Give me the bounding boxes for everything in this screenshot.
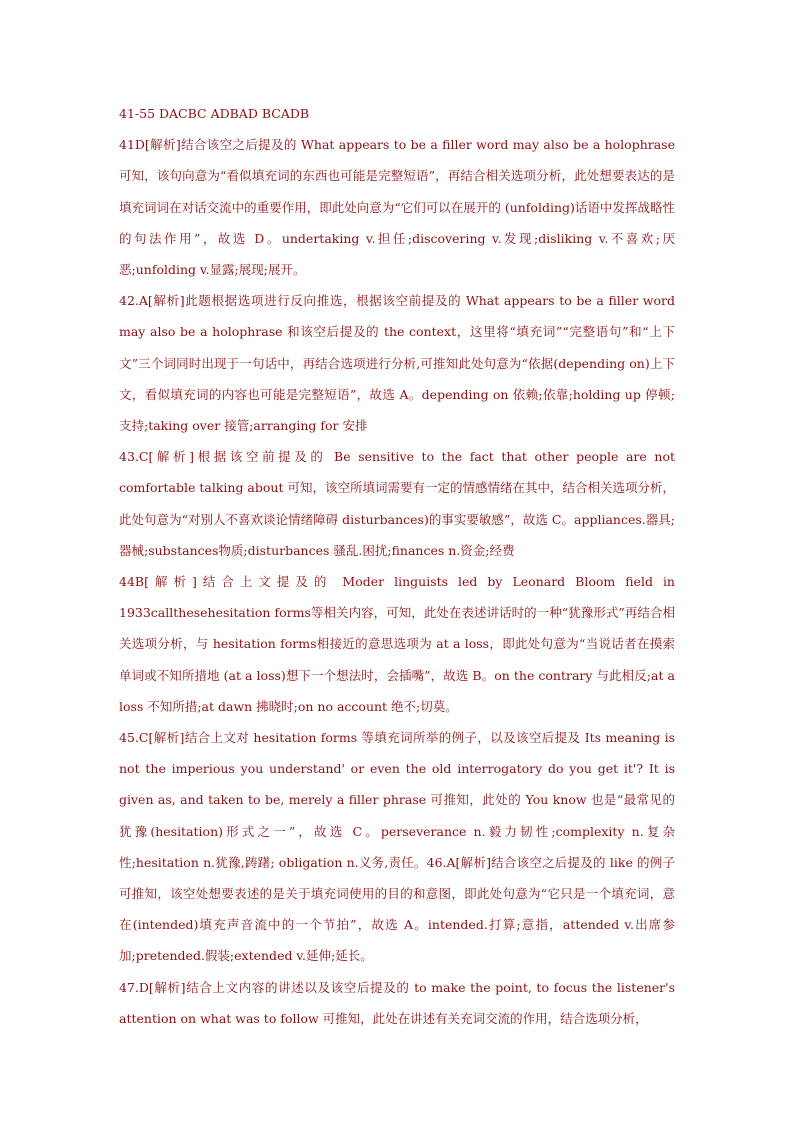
explanation-44: 44B[解析]结合上文提及的 Moder linguists led by Leonard Bloom field in 1933callthesehesitation forms等相关内容，可知，此处在表述讲话时的一种“犹豫形式”再结合相关选项分析，与 hesitation forms相接近的意思选项为 at a loss，即此处句意为“当说话者在摸索单词或不知所措地 (at a loss)想下一个想法时，会插嘴”，故选 B。on the contrary 与此相反;at a loss 不知所措;at dawn 拂晓时;on no account 绝不;切莫。 [119, 574, 675, 714]
explanation-41: 41D[解析]结合该空之后提及的 What appears to be a filler word may also be a holophrase 可知，该句向意为“看似填充词的东西也可能是完整短语”，再结合相关选项分析，此处想要表达的是填充词词在对话交流中的重要作用，即此处向意为“它们可以在展开的 (unfolding)话语中发挥战略性的句法作用”，故选 D。undertaking v.担任;discovering v.发现;disliking v.不喜欢;厌恶;unfolding v.显露;展现;展开。 [119, 137, 675, 278]
explanation-45-46: 45.C[解析]结合上文对 hesitation forms 等填充词所举的例子，以及该空后提及 Its meaning is not the imperious you understand' or even the old interrogatory do you get it'? It is given as, and taken to be, merely a filler phrase 可推知，此处的 You know 也是“最常见的犹豫(hesitation)形式之一”，故选 C。perseverance n.毅力韧性;complexity n.复杂性;hesitation n.犹豫,踌躇; obligation n.义务,责任。46.A[解析]结合该空之后提及的 like 的例子可推知，该空处想要表述的是关于填充词使用的目的和意图，即此处句意为“它只是一个填充词，意在(intended)填充声音流中的一个节拍”，故选 A。intended.打算;意指，attended v.出席参加;pretended.假装;extended v.延伸;延长。 [119, 730, 675, 964]
explanation-42: 42.A[解析]此题根据选项进行反向推选，根据该空前提及的 What appears to be a filler word may also be a holophrase 和该空后提及的 the context，这里将“填充词”“完整语句”和“上下文”三个词同时出现于一句话中，再结合选项进行分析,可推知此处句意为“依据(depending on)上下文，看似填充词的内容也可能是完整短语”，故选 A。depending on 依赖;依靠;holding up 停顿;支持;taking over 接管;arranging for 安排 [119, 293, 675, 434]
explanation-47: 47.D[解析]结合上文内容的讲述以及该空后提及的 to make the point, to focus the listener's attention on what was to follow 可推知，此处在讲述有关充词交流的作用，结合选项分析， [119, 979, 675, 1026]
explanation-43: 43.C[解析]根据该空前提及的 Be sensitive to the fact that other people are not comfortable talking about 可知，该空所填词需要有一定的情感情绪在其中，结合相关选项分析，此处句意为“对别人不喜欢谈论情绪障碍 disturbances)的事实要敏感”，故选 C。appliances.器具;器械;substances物质;disturbances 骚乱.困扰;finances n.资金;经费 [119, 449, 675, 558]
document-page [119, 98, 675, 1034]
answer-key-line: 41-55 DACBC ADBAD BCADB [119, 106, 310, 121]
